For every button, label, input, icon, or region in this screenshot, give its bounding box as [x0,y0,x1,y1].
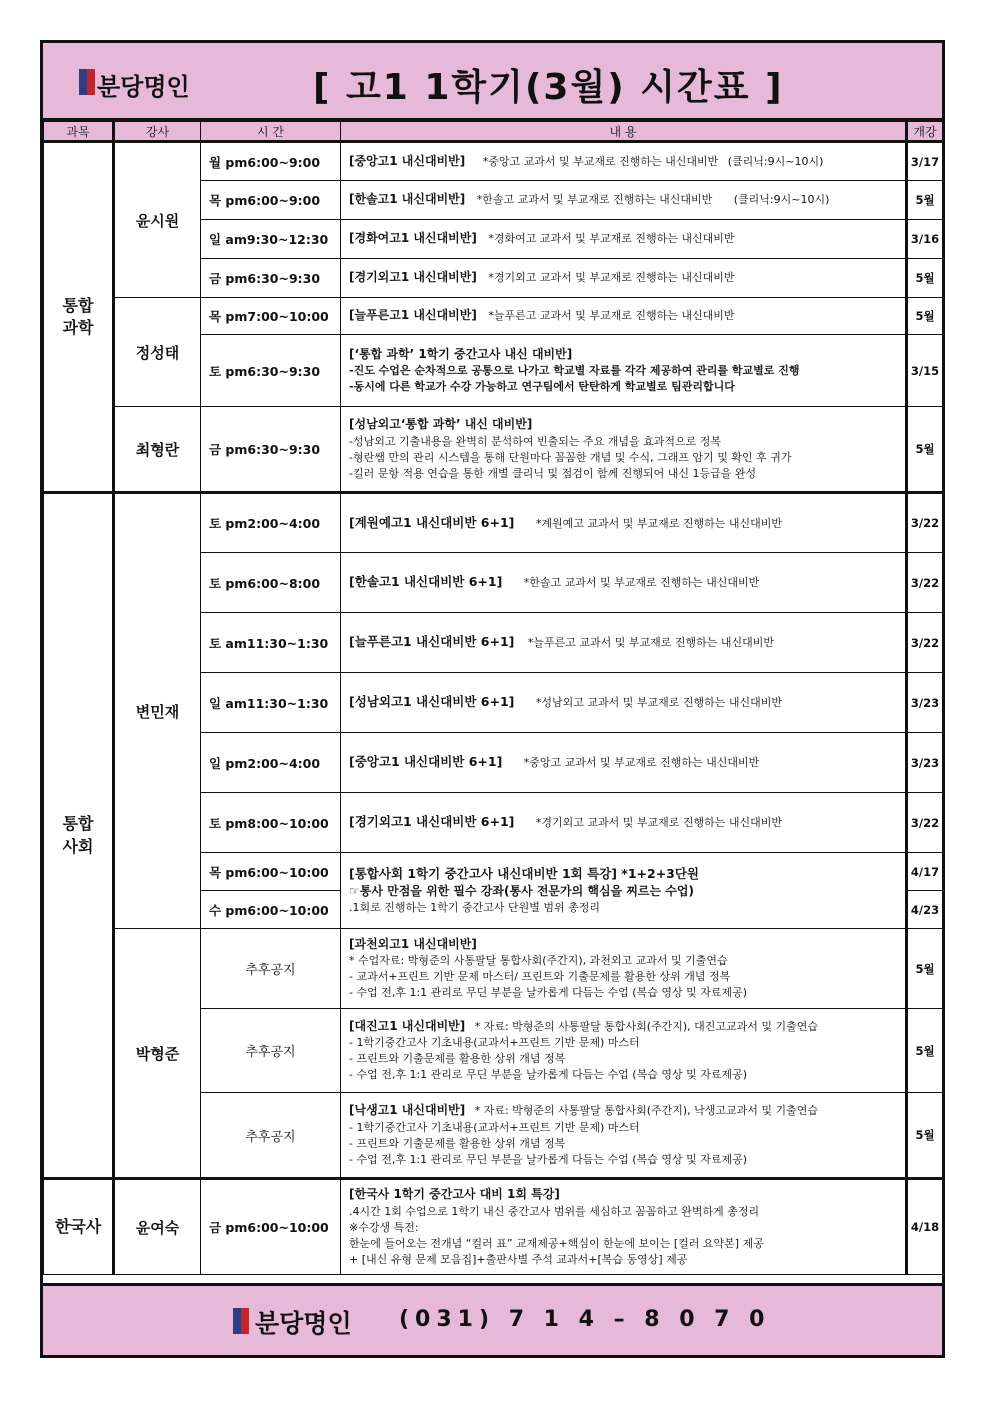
footer-phone: (031) 7 1 4 – 8 0 7 0 [399,1307,771,1332]
class-content: [낙생고1 내신대비반] * 자료: 박형준의 사통팔달 통합사회(주간지), 낙생고교과서 및 기출연습 - 1학기중간고사 기초내용(교과서+프린트 기반 문제) 마스터 - 프린트와 기출문제를 활용한 상위 개념 정복 - 수업 전,후 1:1 관리로 무딘 부분을 날카롭게 다듬는 수업 (복습 영상 및 자료제공) [341,1093,907,1179]
teacher-name: 윤여숙 [114,1179,201,1275]
class-content: [중앙고1 내신대비반 6+1] *중앙고 교과서 및 부교재로 진행하는 내신대비반 [341,733,907,793]
timetable-page [40,40,945,1358]
class-time: 토 am11:30~1:30 [201,613,341,673]
class-time: 목 pm6:00~10:00 [201,853,341,891]
table-row [44,407,943,493]
class-time: 토 pm8:00~10:00 [201,793,341,853]
table-header [44,122,943,142]
footer [43,1283,942,1355]
teacher-name: 정성태 [114,298,201,407]
class-content: [경기외고1 내신대비반] *경기외고 교과서 및 부교재로 진행하는 내신대비반 [341,259,907,298]
open-date: 5월 [907,407,943,493]
class-content: [대진고1 내신대비반] * 자료: 박형준의 사통팔달 통합사회(주간지), 대진고교과서 및 기출연습 - 1학기중간고사 기초내용(교과서+프린트 기반 문제) 마스터 - 프린트와 기출문제를 활용한 상위 개념 정복 - 수업 전,후 1:1 관리로 무딘 부분을 날카롭게 다듬는 수업 (복습 영상 및 자료제공) [341,1009,907,1093]
col-open: 개강 [907,122,943,142]
footer-brand: 분당명인 [255,1309,352,1338]
class-content: [중앙고1 내신대비반] *중앙고 교과서 및 부교재로 진행하는 내신대비반 (클리닉:9시~10시) [341,142,907,181]
class-time: 추후공지 [201,929,341,1009]
class-content: [‘통합 과학’ 1학기 중간고사 내신 대비반] -진도 수업은 순차적으로 공통으로 나가고 학교별 자료를 각각 제공하여 관리를 학교별로 진행 -동시에 다른 학교가 수강 가능하고 연구팀에서 탄탄하게 학교별로 팀관리합니다 [341,335,907,407]
table-row [44,1179,943,1275]
open-date: 3/23 [907,673,943,733]
open-date: 3/23 [907,733,943,793]
class-content: [경기외고1 내신대비반 6+1] *경기외고 교과서 및 부교재로 진행하는 내신대비반 [341,793,907,853]
table-row [44,493,943,553]
subject-history: 한국사 [44,1179,114,1275]
teacher-name: 윤시원 [114,142,201,298]
open-date: 3/22 [907,493,943,553]
class-time: 금 pm6:00~10:00 [201,1179,341,1275]
class-content: [계원예고1 내신대비반 6+1] *계원예고 교과서 및 부교재로 진행하는 내신대비반 [341,493,907,553]
open-date: 5월 [907,929,943,1009]
subject-science: 통합 과학 [44,142,114,493]
class-content: [한솔고1 내신대비반 6+1] *한솔고 교과서 및 부교재로 진행하는 내신대비반 [341,553,907,613]
logo-icon [79,69,95,95]
class-content: [늘푸른고1 내신대비반] *늘푸른고 교과서 및 부교재로 진행하는 내신대비반 [341,298,907,335]
open-date: 5월 [907,298,943,335]
class-time: 금 pm6:30~9:30 [201,407,341,493]
table-row [44,142,943,181]
class-time: 금 pm6:30~9:30 [201,259,341,298]
subject-social: 통합 사회 [44,493,114,1179]
table-row [44,929,943,1009]
col-subject: 과목 [44,122,114,142]
class-time: 일 am9:30~12:30 [201,220,341,259]
class-content: [성남외고‘통합 과학’ 내신 대비반] -성남외고 기출내용을 완벽히 분석하여 빈출되는 주요 개념을 효과적으로 정복 -형란쌤 만의 관리 시스템을 통해 단원마다 꼼꼼한 개념 및 수식, 그래프 암기 및 확인 후 귀가 -킬러 문항 적용 연습을 통한 개별 클리닉 및 점검이 함께 진행되어 내신 1등급을 완성 [341,407,907,493]
logo-icon [233,1308,249,1334]
class-content: [통합사회 1학기 중간고사 내신대비반 1회 특강] *1+2+3단원 ☞통사 만점을 위한 필수 강좌(통사 전문가의 핵심을 찌르는 수업) .1회로 진행하는 1학기 중간고사 단원별 범위 총정리 [341,853,907,929]
class-time: 월 pm6:00~9:00 [201,142,341,181]
open-date: 3/15 [907,335,943,407]
class-content: [한국사 1학기 중간고사 대비 1회 특강] .4시간 1회 수업으로 1학기 내신 중간고사 범위를 세심하고 꼼꼼하고 완벽하게 총정리 ※수강생 특전: 한눈에 들어오는 전개념 “컬러 표” 교재제공+핵심이 한눈에 보이는 [컬러 요약본] 제공 + [내신 유형 문제 모음집]+출판사별 주석 교과서+[복습 동영상] 제공 [341,1179,907,1275]
col-teacher: 강사 [114,122,201,142]
class-content: [늘푸른고1 내신대비반 6+1] *늘푸른고 교과서 및 부교재로 진행하는 내신대비반 [341,613,907,673]
class-time: 일 am11:30~1:30 [201,673,341,733]
teacher-name: 최형란 [114,407,201,493]
brand-name: 분당명인 [97,73,190,101]
header [43,43,942,121]
open-date: 4/18 [907,1179,943,1275]
class-content: [한솔고1 내신대비반] *한솔고 교과서 및 부교재로 진행하는 내신대비반 (클리닉:9시~10시) [341,181,907,220]
open-date: 5월 [907,1009,943,1093]
page-title: [ 고1 1학기(3월) 시간표 ] [313,67,784,108]
teacher-name: 변민재 [114,493,201,929]
col-content: 내 용 [341,122,907,142]
class-content: [과천외고1 내신대비반] * 수업자료: 박형준의 사통팔달 통합사회(주간지), 과천외고 교과서 및 기출연습 - 교과서+프린트 기반 문제 마스터/ 프린트와 기출문제를 활용한 상위 개념 정복 - 수업 전,후 1:1 관리로 무딘 부분을 날카롭게 다듬는 수업 (복습 영상 및 자료제공) [341,929,907,1009]
open-date: 5월 [907,1093,943,1179]
class-time: 토 pm2:00~4:00 [201,493,341,553]
class-time: 목 pm6:00~9:00 [201,181,341,220]
open-date: 3/22 [907,553,943,613]
class-time: 일 pm2:00~4:00 [201,733,341,793]
open-date: 3/16 [907,220,943,259]
class-time: 추후공지 [201,1093,341,1179]
class-content: [성남외고1 내신대비반 6+1] *성남외고 교과서 및 부교재로 진행하는 내신대비반 [341,673,907,733]
table-row [44,298,943,335]
schedule-table [43,121,943,1275]
open-date: 3/22 [907,613,943,673]
col-time: 시 간 [201,122,341,142]
class-time: 목 pm7:00~10:00 [201,298,341,335]
class-content: [경화여고1 내신대비반] *경화여고 교과서 및 부교재로 진행하는 내신대비반 [341,220,907,259]
class-time: 토 pm6:30~9:30 [201,335,341,407]
class-time: 토 pm6:00~8:00 [201,553,341,613]
open-date: 3/17 [907,142,943,181]
teacher-name: 박형준 [114,929,201,1179]
open-date: 4/23 [907,891,943,929]
class-time: 추후공지 [201,1009,341,1093]
open-date: 4/17 [907,853,943,891]
open-date: 3/22 [907,793,943,853]
class-time: 수 pm6:00~10:00 [201,891,341,929]
open-date: 5월 [907,259,943,298]
open-date: 5월 [907,181,943,220]
